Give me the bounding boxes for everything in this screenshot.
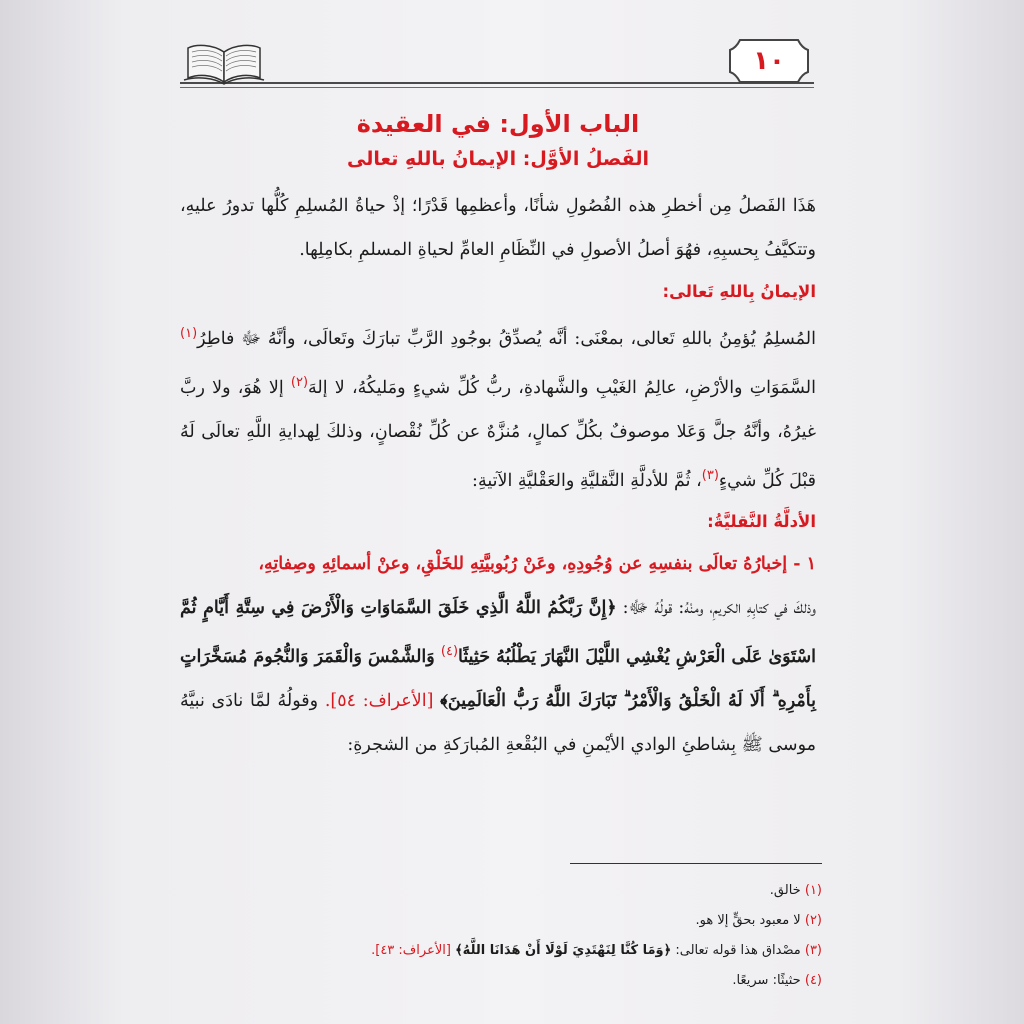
faith-text-2: السَّمَوَاتِ والأرْضِ، عالِمُ الغَيْبِ والشَّهادةِ، ربُّ كُلِّ شيءٍ ومَليكُهُ، لا إلهَ xyxy=(308,377,816,398)
footnote-num: (٤) xyxy=(804,973,822,988)
footnote-2 xyxy=(180,906,822,936)
footnote-ref-3[interactable]: (٣) xyxy=(701,467,719,483)
subheading-faith: الإيمانُ بِاللهِ تَعالى: xyxy=(662,282,816,301)
footnote-4 xyxy=(180,966,822,996)
footnote-reference: [الأعراف: ٤٣]. xyxy=(371,943,456,958)
main-content xyxy=(180,100,816,767)
footnote-3 xyxy=(180,936,822,966)
footnote-text: خالق. xyxy=(769,883,805,898)
footnote-separator xyxy=(570,863,822,864)
intro-paragraph: هَذَا الفَصلُ مِن أخطرِ هذه الفُصُولِ شأنًا، وأعظمِها قَدْرًا؛ إذْ حياةُ المُسلِمِ كُلُّها تدورُ عليهِ، وتتكيَّفُ بِحسبِهِ، فهُوَ أصلُ الأصولِ في النِّظَامِ العامِّ لحياةِ المسلمِ بكامِلِها. xyxy=(180,196,816,260)
open-book-icon xyxy=(182,38,266,86)
footnote-ref-2[interactable]: (٢) xyxy=(290,374,309,390)
evidence-1-paragraph xyxy=(180,586,816,767)
evidence-text-2: وقولُهُ لمَّا نادَى نبيَّهُ موسى ﷺ بِشاطئِ الوادي الأيْمنِ في البُقْعةِ المُبارَكةِ من الشجرةِ: xyxy=(180,691,816,756)
faith-text-3: إلا هُوَ، ولا ربَّ غيرُهُ، وأنَّهُ جلَّ وَعَلا موصوفٌ بكُلِّ كمالٍ، مُنزَّهٌ عن كُلِّ نُقْصانٍ، وذلكَ لِهدايةِ اللَّهِ تعالَى لَهُ قبْلَ كُلِّ شيءٍ xyxy=(180,377,816,491)
chapter-title: الباب الأول: في العقيدة xyxy=(356,110,640,138)
header-rule xyxy=(180,82,814,84)
footnote-text: لا معبود بحقٍّ إلا هو. xyxy=(695,913,805,928)
footnote-text: حثيثًا: سريعًا. xyxy=(732,973,805,988)
subheading-textual-evidence: الأدلَّةُ النَّقليَّةُ: xyxy=(707,512,816,532)
footnote-num: (٢) xyxy=(804,913,822,928)
footnote-num: (١) xyxy=(804,883,822,898)
footnote-ref-1[interactable]: (١) xyxy=(180,326,198,341)
footnote-1 xyxy=(180,876,822,906)
page-number: ١٠ xyxy=(753,46,785,76)
footnotes xyxy=(180,876,822,996)
footnote-quote: ﴿وَمَا كُنَّا لِنَهْتَدِيَ لَوْلَا أَنْ هَدَانَا اللَّهُ﴾ xyxy=(455,943,672,958)
quran-verse-2: وَالشَّمْسَ وَالْقَمَرَ وَالنُّجُومَ مُسَخَّرَاتٍ بِأَمْرِهِ ۗ أَلَا لَهُ الْخَلْقُ وَالْأَمْرُ ۗ تَبَارَكَ اللَّهُ رَبُّ الْعَالَمِينَ﴾ xyxy=(180,647,816,712)
faith-paragraph xyxy=(180,312,816,502)
evidence-text-1: وذلكَ في كتابِهِ الكريمِ، ومنْهُ: قولُهُ ﷻ: xyxy=(616,598,816,619)
footnote-ref-4[interactable]: (٤) xyxy=(440,644,459,660)
faith-text-4: ، ثُمَّ للأدلَّةِ النَّقليَّةِ والعَقْليَّةِ الآتيةِ: xyxy=(472,470,702,491)
faith-text-1: المُسلِمُ يُؤمِنُ باللهِ تَعالى، بمعْنَى: أنَّه يُصدِّقُ بوجُودِ الرَّبِّ تبارَكَ وتَعالَى، وأنَّهُ ﷻ فاطِرُ xyxy=(197,328,816,349)
header-rule-thin xyxy=(180,87,814,88)
footnote-num: (٣) xyxy=(804,943,822,958)
page-header xyxy=(180,34,814,94)
evidence-1-heading: ١ - إخبارُهُ تعالَى بنفسِهِ عن وُجُودِهِ، وعَنْ رُبُوبيَّتِهِ للخَلْقِ، وعنْ أسمائِهِ وصِفاتِهِ، xyxy=(258,554,816,575)
footnote-text: مصْداق هذا قوله تعالى: xyxy=(671,943,805,958)
quran-reference-1: [الأعراف: ٥٤]. xyxy=(324,691,441,712)
quran-verse-1: ﴿إِنَّ رَبَّكُمُ اللَّهُ الَّذِي خَلَقَ السَّمَاوَاتِ وَالْأَرْضَ فِي سِتَّةِ أَيَّامٍ ثُمَّ اسْتَوَىٰ عَلَى الْعَرْشِ يُغْشِي اللَّيْلَ النَّهَارَ يَطْلُبُهُ حَثِيثًا xyxy=(180,598,817,668)
section-title: الفَصلُ الأوَّل: الإيمانُ باللهِ تعالى xyxy=(347,148,649,170)
